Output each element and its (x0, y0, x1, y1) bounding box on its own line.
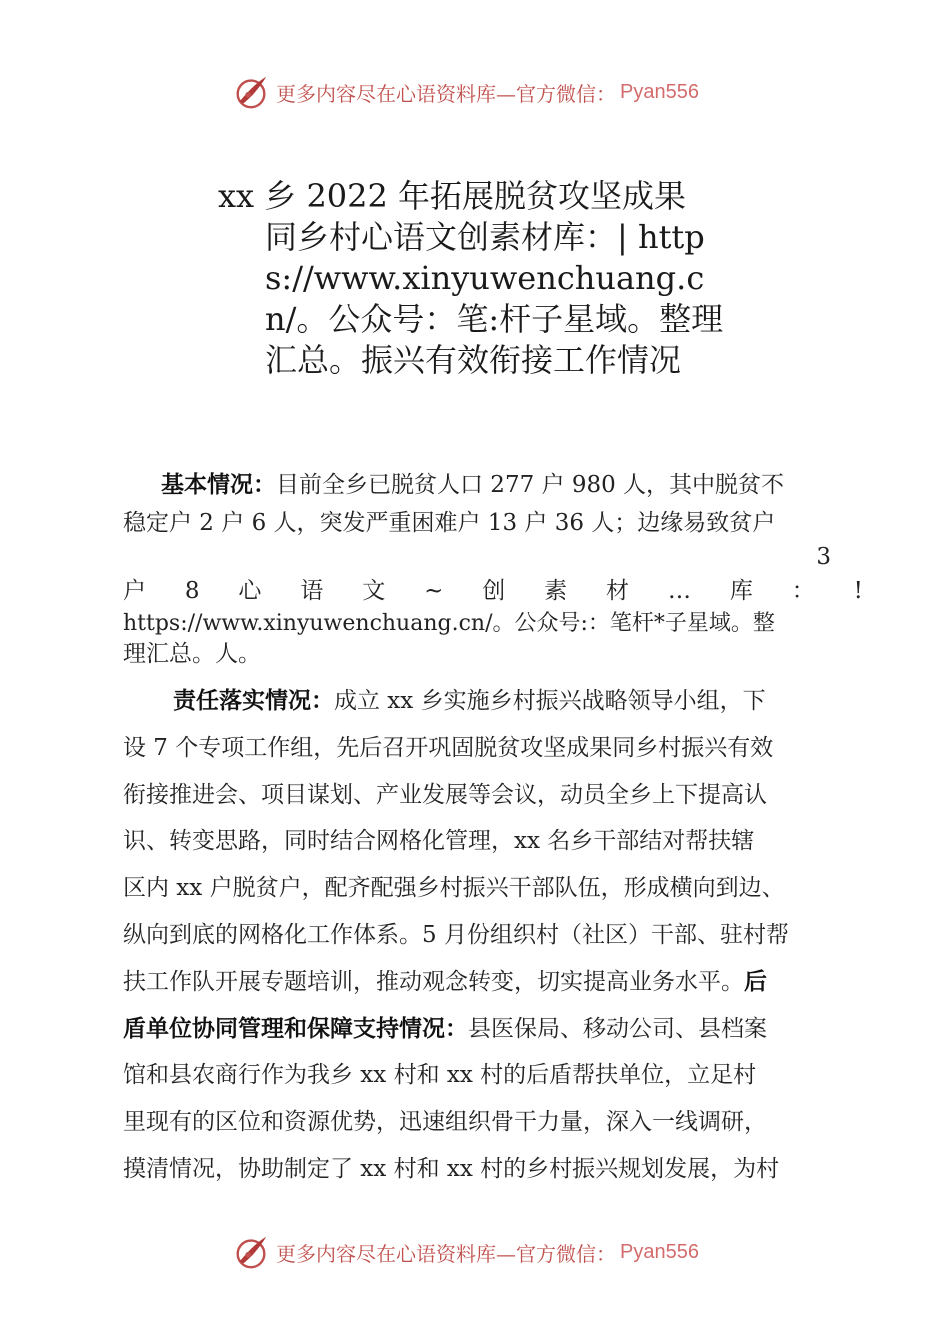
title-rest: 同乡村心语文创素材库：| https://www.xinyuwenchuang.cn/。公众号：笔:杆子星域。整理汇总。振兴有效衔接工作情况 (265, 218, 724, 379)
title-line-1: xx 乡 2022 年拓展脱贫攻坚成果 (218, 177, 687, 215)
document-title (218, 176, 738, 381)
support-line: 里现有的区位和资源优势，迅速组织骨干力量，深入一线调研， (123, 1109, 767, 1136)
quill-logo-icon (232, 73, 270, 111)
spread-char: ： (791, 578, 815, 604)
basic-situation-line-1 (123, 466, 831, 504)
banner-wechat-id: Pyan556 (620, 80, 699, 103)
responsibility-label: 责任落实情况： (173, 688, 334, 714)
banner-wechat-id: Pyan556 (620, 1240, 699, 1263)
responsibility-line-7 (123, 959, 831, 1006)
header-banner (232, 72, 699, 112)
responsibility-line: 区内 xx 户脱贫户，配齐配强乡村振兴干部队伍，形成横向到边、 (123, 875, 785, 902)
support-line-1 (123, 1006, 831, 1053)
spread-char: 库 (729, 578, 753, 604)
support-line: 馆和县农商行作为我乡 xx 村和 xx 村的后盾帮扶单位，立足村 (123, 1062, 757, 1089)
spread-char: ~ (424, 578, 444, 604)
spread-char: 8 (184, 578, 200, 604)
watermark-url-line: https://www.xinyuwenchuang.cn/。公众号:：笔杆*子星域。整 (123, 611, 775, 636)
responsibility-line: 识、转变思路，同时结合网格化管理，xx 名乡干部结对帮扶辖 (123, 828, 755, 855)
banner-text: 更多内容尽在心语资料库—官方微信： (276, 1241, 616, 1266)
responsibility-text: 扶工作队开展专题培训，推动观念转变，切实提高业务水平。 (123, 968, 744, 995)
banner-text: 更多内容尽在心语资料库—官方微信： (276, 81, 616, 106)
spread-char: 心 (238, 578, 262, 604)
basic-situation-line-2: 稳定户 2 户 6 人，突发严重困难户 13 户 36 人；边缘易致贫户 (123, 510, 776, 536)
support-label: 盾单位协同管理和保障支持情况： (123, 1015, 468, 1042)
spread-char: 户 (123, 578, 146, 604)
spread-char: 素 (544, 578, 568, 604)
responsibility-line-1 (123, 678, 831, 725)
basic-situation-paragraph (123, 466, 863, 670)
responsibility-line: 设 7 个专项工作组，先后召开巩固脱贫攻坚成果同乡村振兴有效 (123, 734, 774, 761)
spread-char: 创 (482, 578, 506, 604)
support-line: 摸清情况，协助制定了 xx 村和 xx 村的乡村振兴规划发展，为村 (123, 1155, 780, 1182)
quill-logo-icon (232, 1233, 270, 1271)
basic-situation-text-1: 目前全乡已脱贫人口 277 户 980 人，其中脱贫不 (276, 472, 785, 498)
spread-char: 材 (606, 578, 630, 604)
basic-situation-number: 3 (816, 544, 831, 570)
responsibility-text: 成立 xx 乡实施乡村振兴战略领导小组，下 (334, 688, 766, 714)
spread-char: 文 (362, 578, 386, 604)
spread-char: 语 (300, 578, 324, 604)
responsibility-line: 纵向到底的网格化工作体系。5 月份组织村（社区）干部、驻村帮 (123, 921, 789, 948)
responsibility-paragraph (123, 678, 831, 1193)
support-text: 县医保局、移动公司、县档案 (468, 1015, 767, 1042)
footer-banner (232, 1232, 699, 1272)
spread-char: … (667, 578, 691, 604)
spaced-watermark-line (123, 572, 863, 610)
basic-situation-tail: 理汇总。人。 (123, 641, 261, 667)
basic-situation-label: 基本情况： (161, 472, 276, 498)
responsibility-line: 衔接推进会、项目谋划、产业发展等会议，动员全乡上下提高认 (123, 781, 767, 808)
support-label-start: 后 (744, 968, 767, 995)
spread-char: ! (853, 578, 863, 604)
